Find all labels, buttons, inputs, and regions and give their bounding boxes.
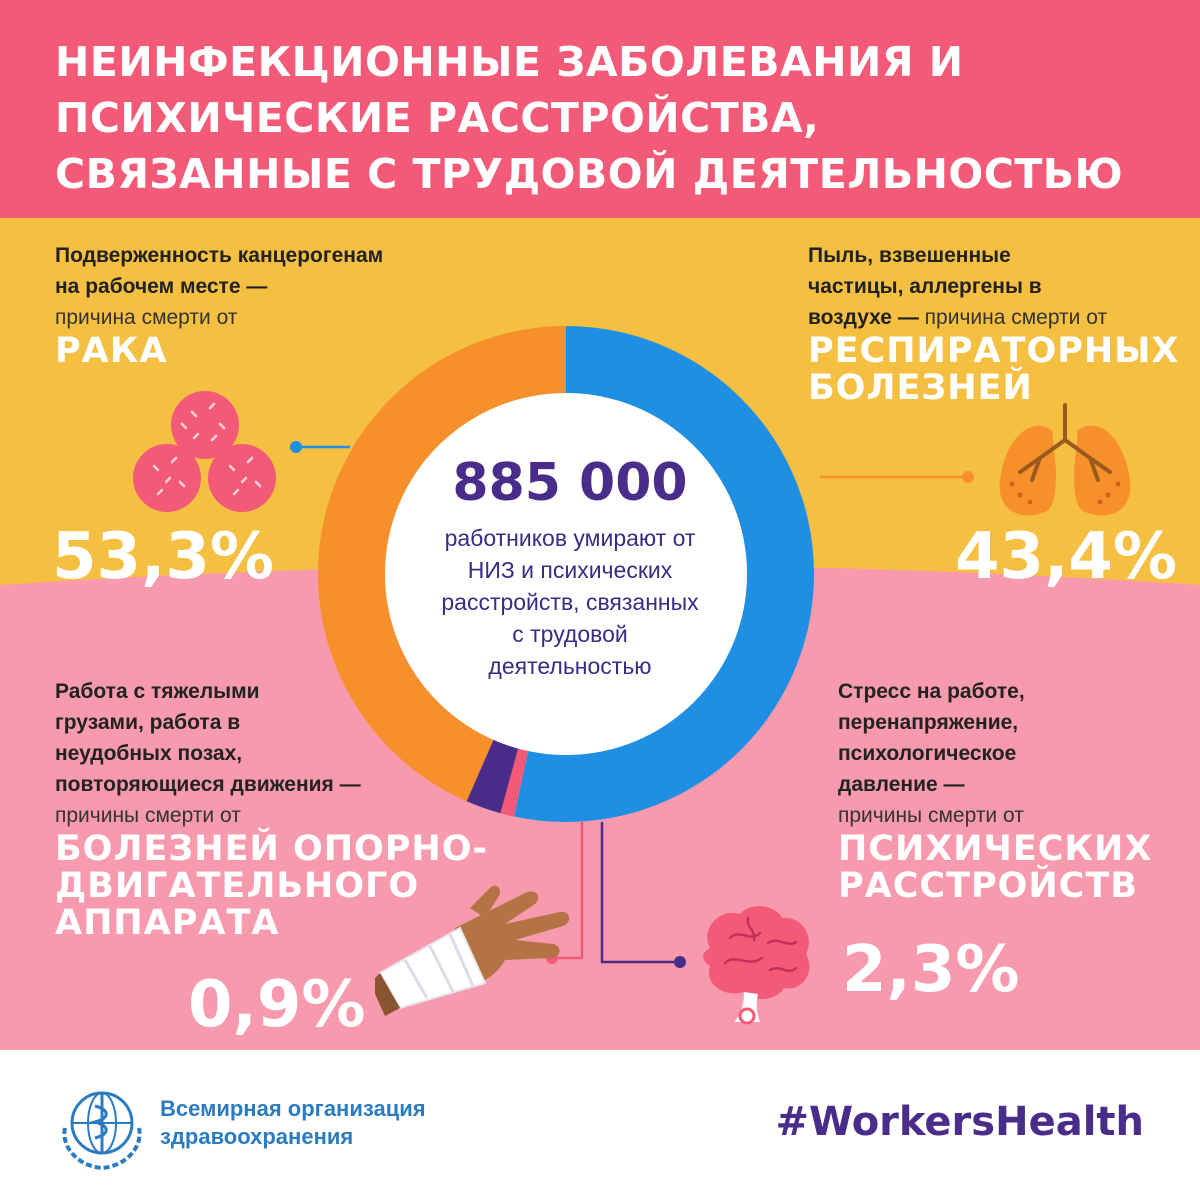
- musculoskeletal-percent: 0,9%: [188, 968, 366, 1042]
- respiratory-block: [808, 240, 1179, 407]
- who-emblem-icon: [55, 1078, 150, 1173]
- respiratory-cause-line: [808, 302, 1179, 333]
- respiratory-disease-label: РЕСПИРАТОРНЫХ: [808, 331, 1180, 371]
- mental-disease-label: ПСИХИЧЕСКИХ: [838, 829, 1153, 869]
- respiratory-disease-label: БОЛЕЗНЕЙ: [808, 368, 1033, 408]
- bandaged-hand-icon: [375, 868, 575, 1018]
- mental-cause-line: давление —: [838, 773, 965, 796]
- mental-cause-line: психологическое: [838, 742, 1017, 765]
- who-name-line: Всемирная организация: [160, 1096, 426, 1121]
- mental-block: [838, 676, 1152, 905]
- cancer-cause-line: на рабочем месте —: [55, 275, 268, 298]
- cancer-connector-dot: [290, 441, 302, 453]
- mental-percent: 2,3%: [842, 933, 1020, 1007]
- respiratory-percent: 43,4%: [955, 520, 1178, 594]
- musculoskeletal-disease-label: БОЛЕЗНЕЙ ОПОРНО-: [55, 829, 488, 869]
- title-line: ПСИХИЧЕСКИЕ РАССТРОЙСТВА,: [55, 94, 820, 142]
- respiratory-cause-line-end: воздухе —: [808, 306, 919, 329]
- cancer-cells-icon: [122, 390, 282, 520]
- hashtag: #WorkersHealth: [775, 1099, 1144, 1145]
- brain-icon: [690, 898, 820, 1028]
- cancer-death-label: причина смерти от: [55, 306, 238, 329]
- musculoskeletal-disease-label: АППАРАТА: [55, 903, 280, 943]
- center-desc-line: НИЗ и психических: [467, 557, 673, 583]
- center-label: [400, 450, 740, 682]
- mental-disease-label: РАССТРОЙСТВ: [838, 866, 1138, 906]
- respiratory-cause-line: частицы, аллергены в: [808, 275, 1042, 298]
- lungs-icon: [990, 400, 1140, 525]
- who-name: [160, 1095, 426, 1151]
- cancer-cause-line: Подверженность канцерогенам: [55, 244, 384, 267]
- center-desc-line: деятельностью: [488, 653, 652, 679]
- cancer-disease-label: РАКА: [55, 331, 168, 371]
- mental-connector-dot: [674, 956, 686, 968]
- title-line: СВЯЗАННЫЕ С ТРУДОВОЙ ДЕЯТЕЛЬНОСТЬЮ: [55, 150, 1124, 198]
- center-desc-line: расстройств, связанных: [441, 589, 699, 615]
- mental-cause-line: перенапряжение,: [838, 711, 1019, 734]
- total-workers-number: 885 000: [452, 453, 688, 513]
- cancer-block: [55, 240, 383, 370]
- musculoskeletal-cause-line: неудобных позах,: [55, 742, 243, 765]
- center-description: [400, 522, 740, 682]
- who-name-line: здравоохранения: [160, 1124, 354, 1149]
- respiratory-cause-line: Пыль, взвешенные: [808, 244, 1011, 267]
- musculoskeletal-cause-line: Работа с тяжелыми: [55, 680, 260, 703]
- musculoskeletal-cause-line: повторяющиеся движения —: [55, 773, 361, 796]
- respiratory-death-label: причина смерти от: [918, 306, 1108, 329]
- mental-connector: [602, 822, 680, 962]
- title-line: НЕИНФЕКЦИОННЫЕ ЗАБОЛЕВАНИЯ И: [55, 38, 964, 86]
- musculoskeletal-death-label: причины смерти от: [55, 804, 241, 827]
- mental-death-label: причины смерти от: [838, 804, 1024, 827]
- cancer-percent: 53,3%: [52, 520, 275, 594]
- respiratory-connector-dot: [962, 471, 974, 483]
- center-desc-line: работников умирают от: [444, 525, 696, 551]
- musculoskeletal-disease-label: ДВИГАТЕЛЬНОГО: [55, 866, 420, 906]
- mental-cause-line: Стресс на работе,: [838, 680, 1025, 703]
- musculoskeletal-cause-line: грузами, работа в: [55, 711, 241, 734]
- center-desc-line: с трудовой: [512, 621, 628, 647]
